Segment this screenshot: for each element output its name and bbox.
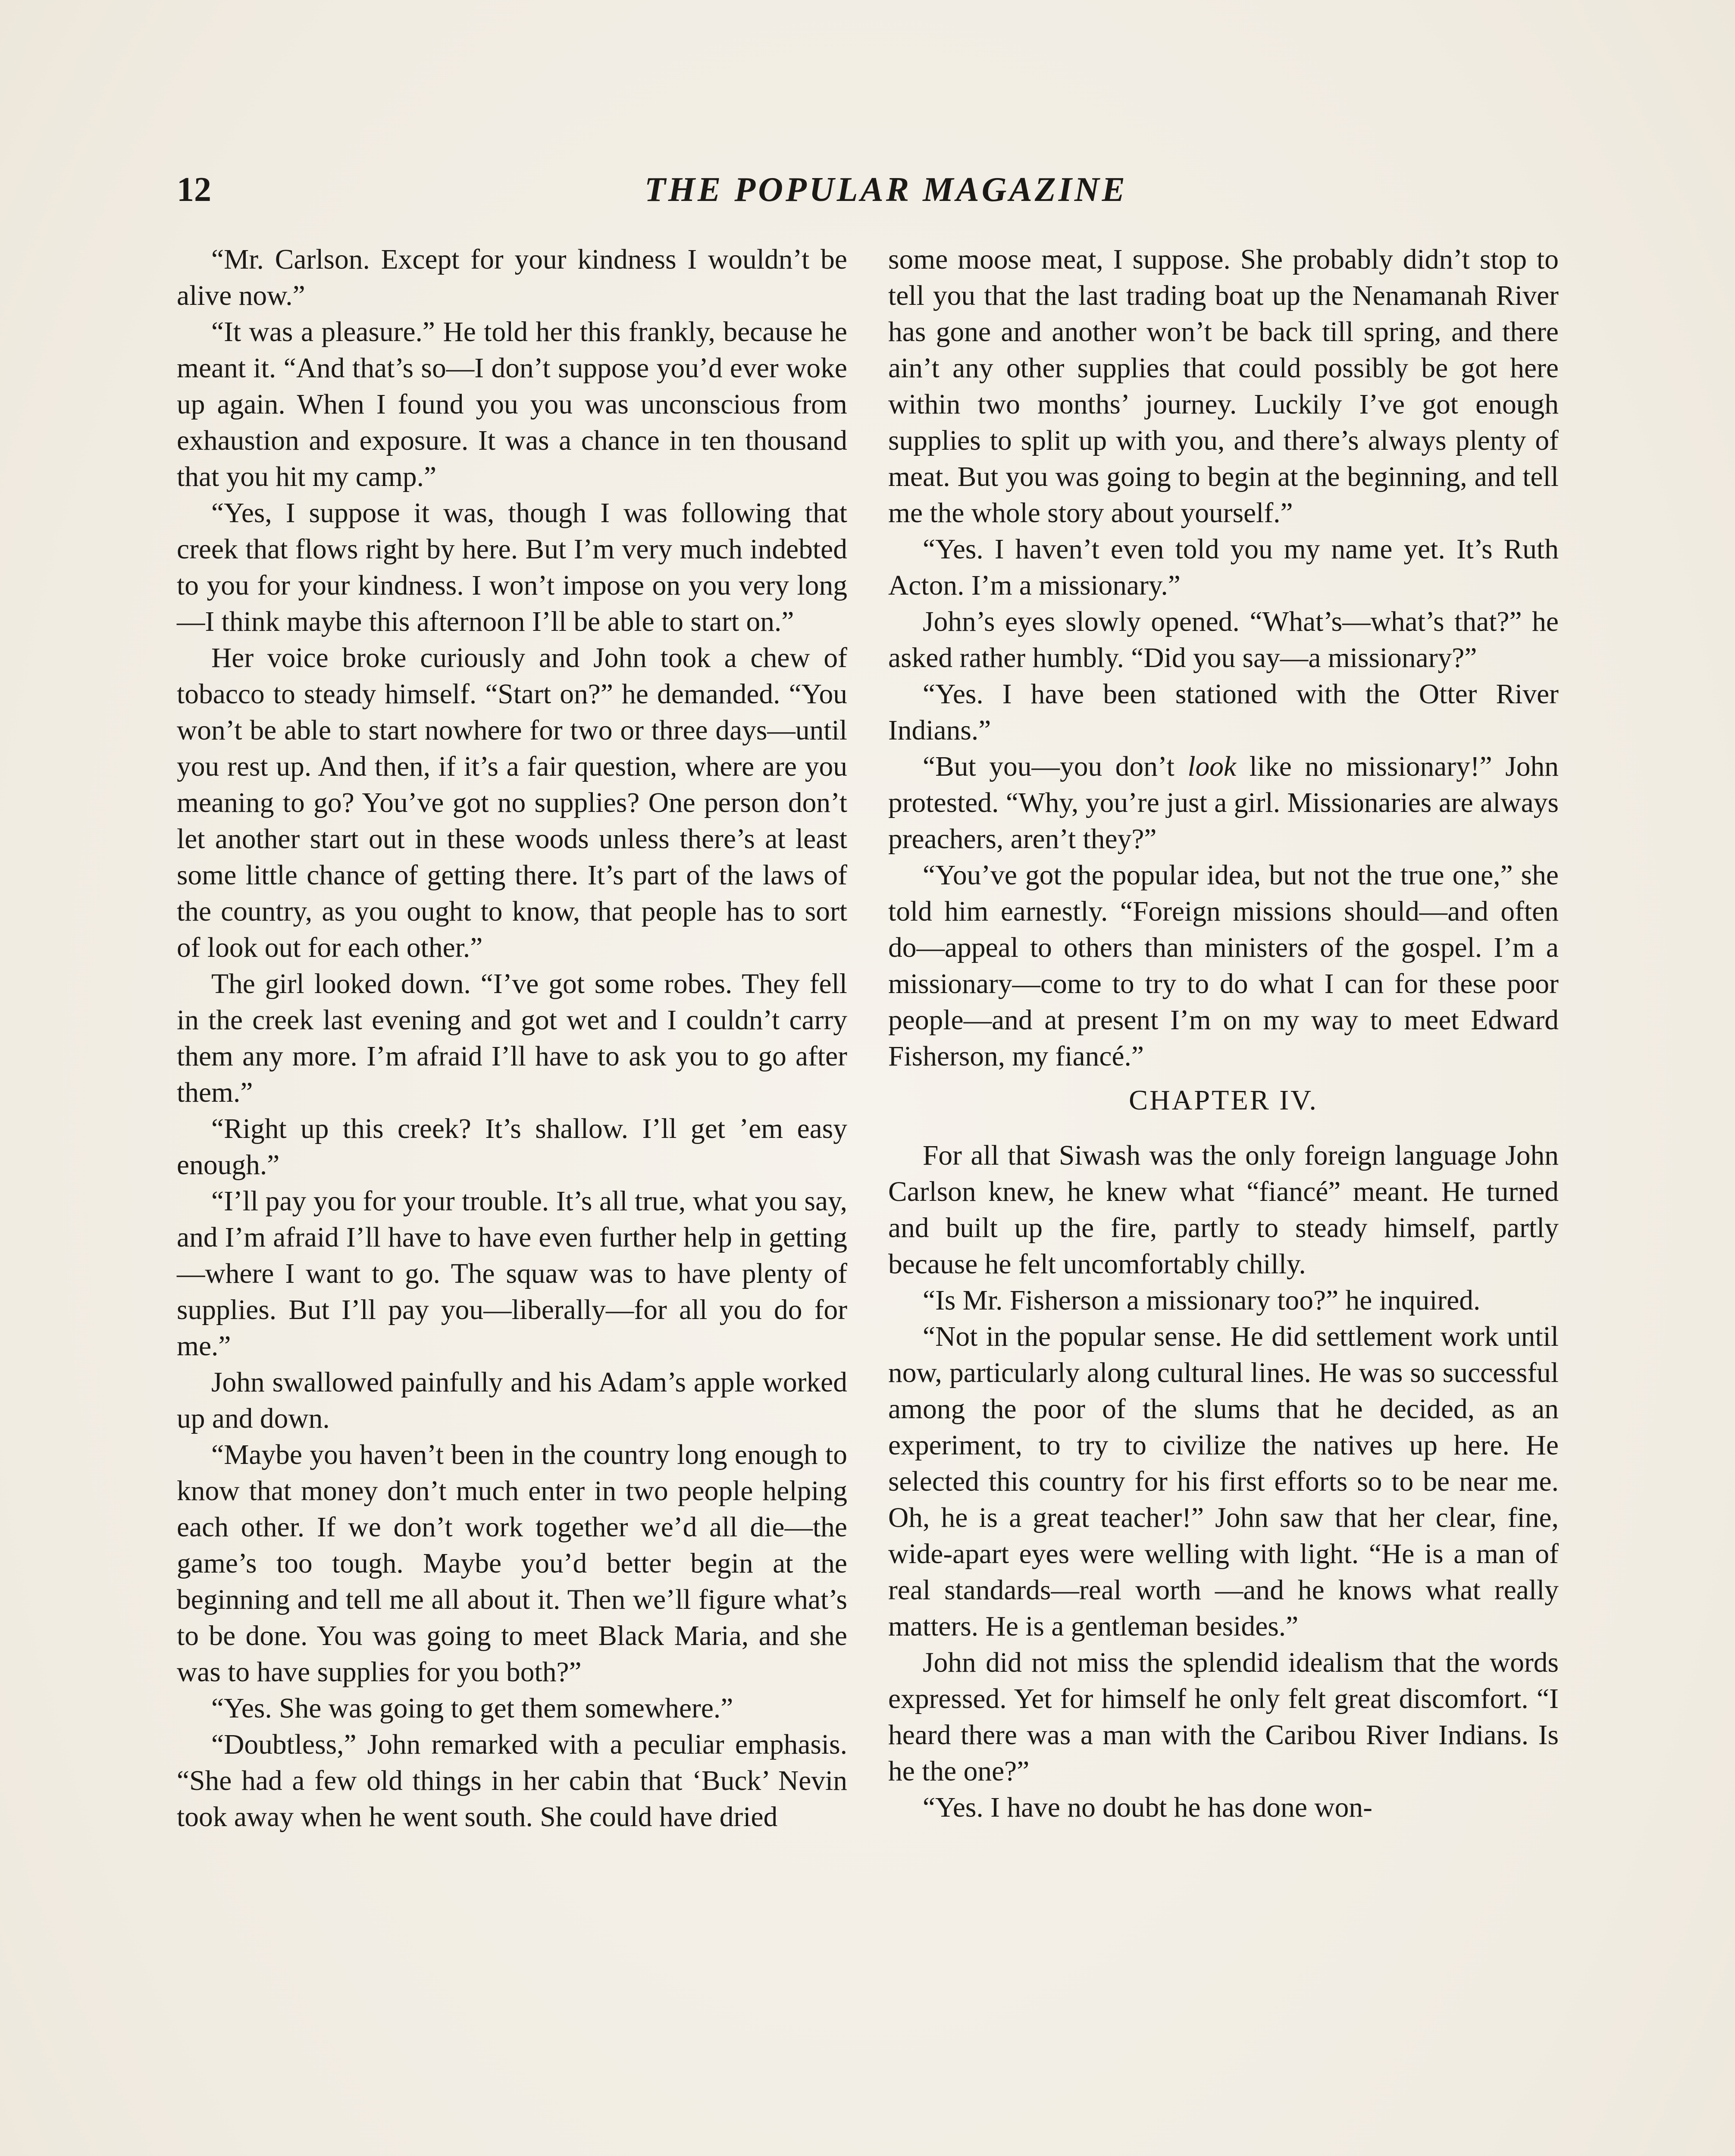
page-number: 12 [177, 171, 211, 209]
chapter-heading: CHAPTER IV. [1129, 1084, 1318, 1116]
paragraph: “Is Mr. Fisherson a missionary too?” he inquired. [923, 1285, 1481, 1316]
paragraph: John swallowed painfully and his Adam’s apple worked up and down. [177, 1367, 847, 1434]
paragraph: “Yes. She was going to get them somewhere.” [211, 1693, 733, 1724]
paragraph: Her voice broke curiously and John took a chew of tobacco to steady himself. “Start on?” he demanded. “You won’t be able to start nowhere for two or three days—until you rest up. And then, if it’s a fair question, where are you meaning to go? You’ve got no supplies? One person don’t let another start out in these woods unless there’s at least some little chance of getting there. It’s part of the laws of the country, as you ought to know, that people has to sort of look out for each other.” [177, 642, 847, 963]
paragraph: John did not miss the splendid idealism that the words expressed. Yet for himself he only felt great discomfort. “I heard there was a man with the Caribou River Indians. Is he the one?” [888, 1647, 1559, 1787]
paragraph: For all that Siwash was the only foreign language John Carlson knew, he knew what “fiancé” meant. He turned and built up the fire, partly to steady himself, partly because he felt uncomfortably chilly. [888, 1140, 1559, 1280]
paragraph: John’s eyes slowly opened. “What’s—what’s that?” he asked rather humbly. “Did you say—a missionary?” [888, 606, 1559, 674]
paragraph: “Yes. I have no doubt he has done won- [923, 1792, 1372, 1823]
paragraph-with-emphasis [888, 749, 1559, 857]
paragraph-text: “But you—you don’t [923, 751, 1188, 782]
paragraph: “Doubtless,” John remarked with a peculiar emphasis. “She had a few old things in her cabin that ‘Buck’ Nevin took away when he went south. She could have dried [177, 1729, 847, 1833]
paragraph-continued: some moose meat, I suppose. She probably didn’t stop to tell you that the last trading boat up the Nenamanah River has gone and another won’t be back till spring, and there ain’t any other supplies that could possibly be got here within two months’ journey. Luckily I’ve got enough supplies to split up with you, and there’s always plenty of meat. But you was going to begin at the beginning, and tell me the whole story about yourself.” [888, 244, 1559, 529]
magazine-title: THE POPULAR MAGAZINE [644, 171, 1128, 209]
page-header [177, 166, 1595, 213]
emphasized-word: look [1187, 751, 1237, 782]
paragraph: The girl looked down. “I’ve got some robes. They fell in the creek last evening and got wet and I couldn’t carry them any more. I’m afraid I’ll have to ask you to go after them.” [177, 968, 847, 1108]
paragraph: “It was a pleasure.” He told her this frankly, because he meant it. “And that’s so—I don’t suppose you’d ever woke up again. When I found you you was unconscious from exhaustion and exposure. It was a chance in ten thousand that you hit my camp.” [177, 317, 847, 492]
paragraph: “Yes. I have been stationed with the Otter River Indians.” [888, 679, 1559, 746]
paragraph: “Maybe you haven’t been in the country long enough to know that money don’t much enter in two people helping each other. If we don’t work together we’d all die—the game’s too tough. Maybe you’d better begin at the beginning and tell me all about it. Then we’ll figure what’s to be done. You was going to meet Black Maria, and she was to have supplies for you both?” [177, 1439, 847, 1688]
right-column [888, 241, 1559, 1826]
paragraph: “You’ve got the popular idea, but not the true one,” she told him earnestly. “Foreign missions should—and often do—appeal to others than ministers of the gospel. I’m a missionary—come to try to do what I can for these poor people—and at present I’m on my way to meet Edward Fisherson, my fiancé.” [888, 860, 1559, 1072]
paragraph: “I’ll pay you for your trouble. It’s all true, what you say, and I’m afraid I’ll have to have even further help in getting—where I want to go. The squaw was to have plenty of supplies. But I’ll pay you—liberally—for all you do for me.” [177, 1186, 847, 1362]
paragraph: “Mr. Carlson. Except for your kindness I wouldn’t be alive now.” [177, 244, 847, 311]
left-column [177, 241, 847, 1835]
paragraph: “Yes. I haven’t even told you my name yet. It’s Ruth Acton. I’m a missionary.” [888, 534, 1559, 601]
paragraph: “Yes, I suppose it was, though I was following that creek that flows right by here. But I’m very much indebted to you for your kindness. I won’t impose on you very long —I think maybe this afternoon I’ll be able to start on.” [177, 498, 847, 637]
paragraph-text: like no missionary!” John protested. “Why, you’re just a girl. Missionaries are always preachers, aren’t they?” [888, 751, 1559, 855]
paragraph: “Right up this creek? It’s shallow. I’ll get ’em easy enough.” [177, 1113, 847, 1181]
paragraph: “Not in the popular sense. He did settlement work until now, particularly along cultural lines. He was so successful among the poor of the slums that he decided, as an experiment, to try to civilize the natives up here. He selected this country for his first efforts so to be near me. Oh, he is a great teacher!” John saw that her clear, fine, wide-apart eyes were welling with light. “He is a man of real standards—real worth —and he knows what really matters. He is a gentleman besides.” [888, 1321, 1559, 1642]
